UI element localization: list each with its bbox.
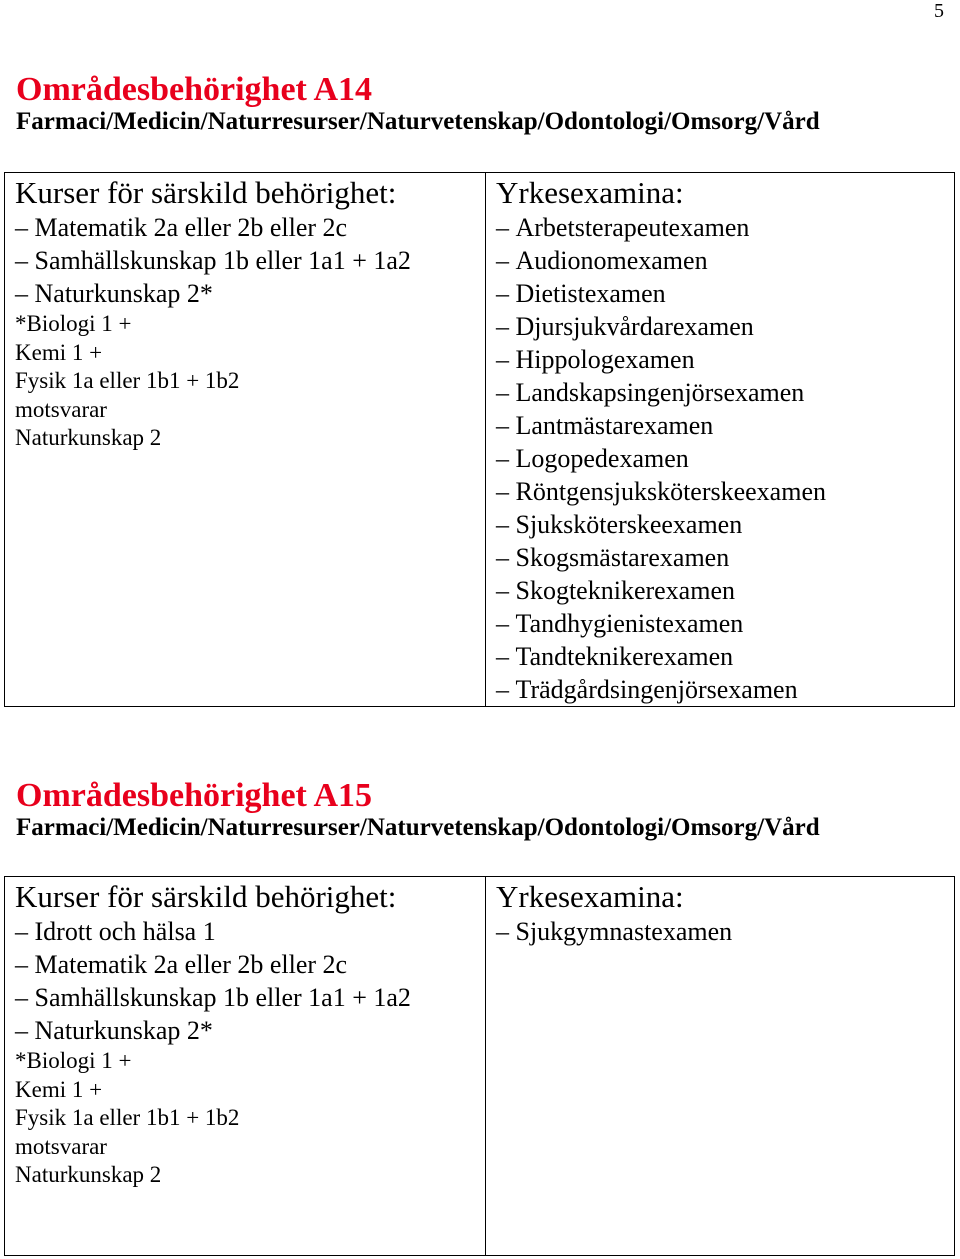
exam-item: – Lantmästarexamen: [496, 409, 954, 442]
exam-item: – Djursjukvårdarexamen: [496, 310, 954, 343]
section-a15: [16, 778, 820, 842]
exams-heading: Yrkesexamina:: [496, 175, 684, 210]
requirements-table-a15: [4, 876, 955, 1256]
exam-item: – Landskapsingenjörsexamen: [496, 376, 954, 409]
page-number: 5: [934, 0, 944, 22]
exams-list: [496, 915, 954, 948]
course-item: – Naturkunskap 2*: [15, 277, 485, 310]
exam-item: – Skogteknikerexamen: [496, 574, 954, 607]
exams-column: [486, 173, 954, 706]
course-note: Naturkunskap 2: [15, 1162, 162, 1187]
courses-dashed-list: [15, 211, 485, 310]
section-subtitle: Farmaci/Medicin/Naturresurser/Naturvetenskap/Odontologi/Omsorg/Vård: [16, 814, 820, 841]
courses-column: [5, 173, 486, 706]
course-note: motsvarar: [15, 396, 107, 422]
course-item: – Idrott och hälsa 1: [15, 915, 485, 948]
course-note: Fysik 1a eller 1b1 + 1b2: [15, 1105, 240, 1130]
exam-item: – Arbetsterapeutexamen: [496, 211, 954, 244]
exam-item: – Dietistexamen: [496, 277, 954, 310]
section-title: Områdesbehörighet A14: [16, 71, 373, 108]
exam-item: – Logopedexamen: [496, 442, 954, 475]
courses-dashed-list: [15, 915, 485, 1047]
exam-item: – Röntgensjuksköterskeexamen: [496, 475, 954, 508]
course-item: – Matematik 2a eller 2b eller 2c: [15, 211, 485, 244]
courses-heading: Kurser för särskild behörighet:: [15, 175, 397, 210]
courses-column: [5, 877, 486, 1255]
exam-item: – Tandteknikerexamen: [496, 640, 954, 673]
exam-item: – Audionomexamen: [496, 244, 954, 277]
course-note: Fysik 1a eller 1b1 + 1b2: [15, 368, 240, 393]
exam-item: – Skogsmästarexamen: [496, 541, 954, 574]
course-note: *Biologi 1 +: [15, 311, 132, 336]
courses-heading: Kurser för särskild behörighet:: [15, 879, 397, 914]
exam-item: – Sjuksköterskeexamen: [496, 508, 954, 541]
exams-column: [486, 877, 954, 1255]
exams-heading: Yrkesexamina:: [496, 879, 684, 914]
courses-plain-list: [15, 310, 485, 453]
exam-item: – Hippologexamen: [496, 343, 954, 376]
course-note: Naturkunskap 2: [15, 425, 162, 450]
requirements-table-a14: [4, 172, 955, 707]
section-subtitle: Farmaci/Medicin/Naturresurser/Naturvetenskap/Odontologi/Omsorg/Vård: [16, 108, 820, 135]
course-note: *Biologi 1 +: [15, 1048, 132, 1073]
course-item: – Naturkunskap 2*: [15, 1014, 485, 1047]
course-item: – Samhällskunskap 1b eller 1a1 + 1a2: [15, 981, 485, 1014]
section-a14: [16, 72, 820, 136]
exam-item: – Tandhygienistexamen: [496, 607, 954, 640]
course-item: – Samhällskunskap 1b eller 1a1 + 1a2: [15, 244, 485, 277]
course-item: – Matematik 2a eller 2b eller 2c: [15, 948, 485, 981]
exam-item: – Trädgårdsingenjörsexamen: [496, 673, 954, 706]
exams-list: [496, 211, 954, 706]
course-note: motsvarar: [15, 1133, 107, 1159]
courses-plain-list: [15, 1047, 485, 1190]
section-title: Områdesbehörighet A15: [16, 777, 373, 814]
exam-item: – Sjukgymnastexamen: [496, 915, 954, 948]
course-note: Kemi 1 +: [15, 1076, 103, 1102]
course-note: Kemi 1 +: [15, 339, 103, 365]
